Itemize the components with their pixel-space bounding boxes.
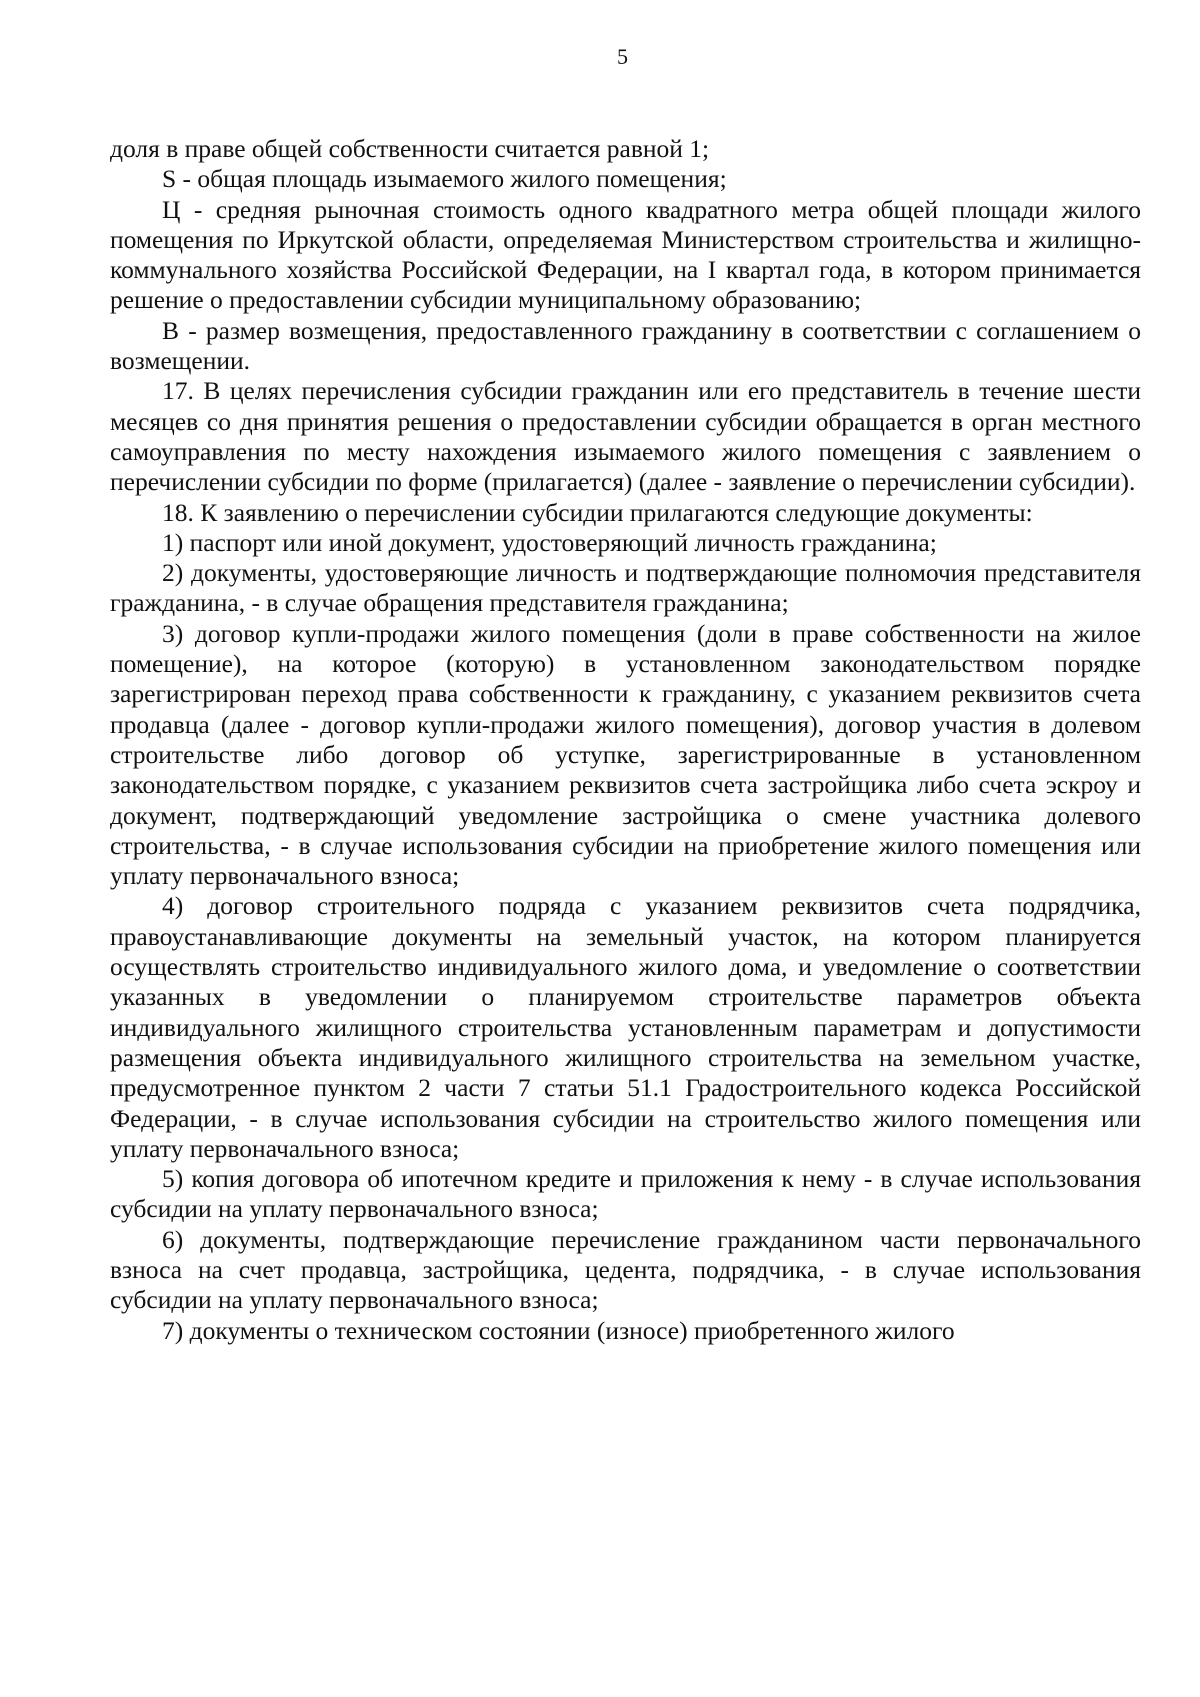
list-item-1: 1) паспорт или иной документ, удостоверяющий личность гражданина; bbox=[162, 527, 937, 557]
paragraph-share-definition-end: доля в праве общей собственности считается равной 1; bbox=[110, 134, 710, 163]
list-item-2: 2) документы, удостоверяющие личность и подтверждающие полномочия представителя гражданина, - в случае обращения представителя гражданина; bbox=[110, 558, 1141, 618]
document-body bbox=[110, 134, 1141, 1346]
list-item-7: 7) документы о техническом состоянии (износе) приобретенного жилого bbox=[162, 1315, 955, 1345]
list-item-4: 4) договор строительного подряда с указанием реквизитов счета подрядчика, правоустанавливающие документы на земельный участок, на котором планируется осуществлять строительство индивидуального жилого дома, и уведомление о соответствии указанных в уведомлении о планируемом строительстве параметров объекта индивидуального жилищного строительства установленным параметрам и допустимости размещения объекта индивидуального жилищного строительства на земельном участке, предусмотренное пунктом 2 части 7 статьи 51.1 Градостроительного кодекса Российской Федерации, - в случае использования субсидии на строительство жилого помещения или уплату первоначального взноса; bbox=[110, 891, 1141, 1163]
list-item-3: 3) договор купли-продажи жилого помещения (доли в праве собственности на жилое помещение), на которое (которую) в установленном законодательством порядке зарегистрирован переход права собственности к гражданину, с указанием реквизитов счета продавца (далее - договор купли-продажи жилого помещения), договор участия в долевом строительстве либо договор об уступке, зарегистрированные в установленном законодательством порядке, с указанием реквизитов счета застройщика либо счета эскроу и документ, подтверждающий уведомление застройщика о смене участника долевого строительства, - в случае использования субсидии на приобретение жилого помещения или уплату первоначального взноса; bbox=[110, 618, 1141, 891]
paragraph-c-definition: Ц - средняя рыночная стоимость одного квадратного метра общей площади жилого помещения по Иркутской области, определяемая Министерством строительства и жилищно-коммунального хозяйства Российской Федерации, на I квартал года, в котором принимается решение о предоставлении субсидии муниципальному образованию; bbox=[110, 194, 1141, 315]
list-item-6: 6) документы, подтверждающие перечисление гражданином части первоначального взноса на счет продавца, застройщика, цедента, подрядчика, - в случае использования субсидии на уплату первоначального взноса; bbox=[110, 1224, 1141, 1315]
paragraph-s-definition: S - общая площадь изымаемого жилого помещения; bbox=[162, 164, 727, 194]
list-item-5: 5) копия договора об ипотечном кредите и приложения к нему - в случае использования субсидии на уплату первоначального взноса; bbox=[110, 1164, 1141, 1224]
paragraph-v-definition: В - размер возмещения, предоставленного гражданину в соответствии с соглашением о возмещении. bbox=[110, 315, 1141, 376]
paragraph-18: 18. К заявлению о перечислении субсидии прилагаются следующие документы: bbox=[162, 497, 1033, 527]
paragraph-17: 17. В целях перечисления субсидии гражданин или его представитель в течение шести месяцев со дня принятия решения о предоставлении субсидии обращается в орган местного самоуправления по месту нахождения изымаемого жилого помещения с заявлением о перечислении субсидии по форме (прилагается) (далее - заявление о перечислении субсидии). bbox=[110, 376, 1141, 497]
page-number: 5 bbox=[617, 44, 628, 69]
